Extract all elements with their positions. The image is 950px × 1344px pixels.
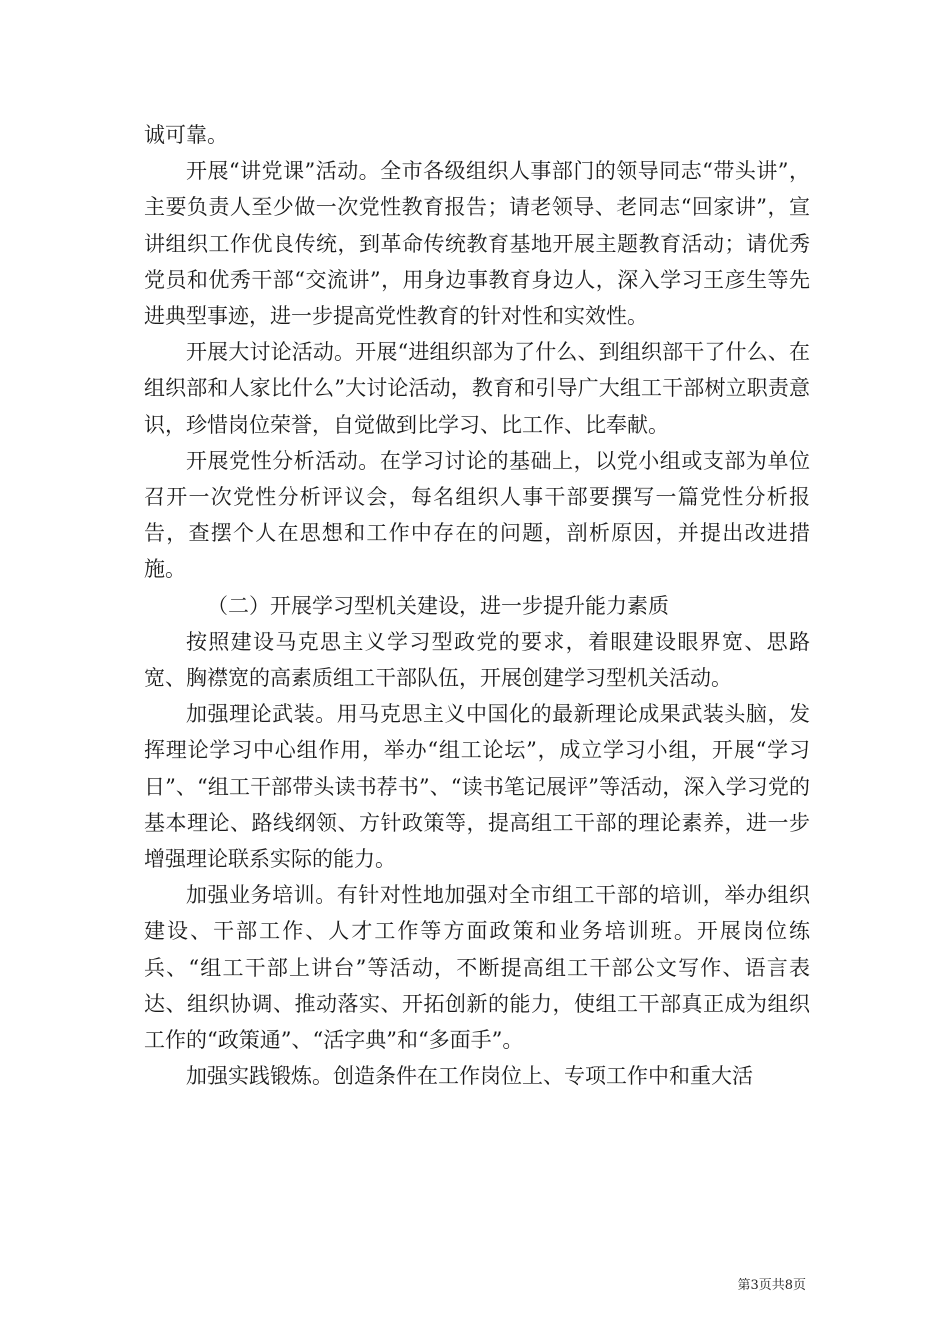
document-body <box>144 117 810 1094</box>
paragraph-4: 开展党性分析活动。在学习讨论的基础上，以党小组或支部为单位召开一次党性分析评议会，每名组织人事干部要撰写一篇党性分析报告，查摆个人在思想和工作中存在的问题，剖析原因，并提出改进措施。 <box>144 448 810 582</box>
paragraph-6: 加强理论武装。用马克思主义中国化的最新理论成果武装头脑，发挥理论学习中心组作用，举办“组工论坛”，成立学习小组，开展“学习日”、“组工干部带头读书荐书”、“读书笔记展评”等活动，深入学习党的基本理论、路线纲领、方针政策等，提高组工干部的理论素养，进一步增强理论联系实际的能力。 <box>144 702 810 872</box>
paragraph-7: 加强业务培训。有针对性地加强对全市组工干部的培训，举办组织建设、干部工作、人才工作等方面政策和业务培训班。开展岗位练兵、“组工干部上讲台”等活动，不断提高组工干部公文写作、语言表达、组织协调、推动落实、开拓创新的能力，使组工干部真正成为组织工作的“政策通”、“活字典”和“多面手”。 <box>144 883 810 1053</box>
paragraph-8: 加强实践锻炼。创造条件在工作岗位上、专项工作中和重大活 <box>186 1064 753 1089</box>
page-number-footer: 第3页共8页 <box>737 1278 806 1293</box>
paragraph-5: 按照建设马克思主义学习型政党的要求，着眼建设眼界宽、思路宽、胸襟宽的高素质组工干部队伍，开展创建学习型机关活动。 <box>144 629 810 691</box>
paragraph-1: 诚可靠。 <box>144 123 228 147</box>
paragraph-2: 开展“讲党课”活动。全市各级组织人事部门的领导同志“带头讲”，主要负责人至少做一次党性教育报告；请老领导、老同志“回家讲”，宣讲组织工作优良传统，到革命传统教育基地开展主题教育活动；请优秀党员和优秀干部“交流讲”，用身边事教育身边人，深入学习王彦生等先进典型事迹，进一步提高党性教育的针对性和实效性。 <box>144 159 810 329</box>
paragraph-3: 开展大讨论活动。开展“进组织部为了什么、到组织部干了什么、在组织部和人家比什么”大讨论活动，教育和引导广大组工干部树立职责意识，珍惜岗位荣誉，自觉做到比学习、比工作、比奉献。 <box>144 340 810 437</box>
section-heading: （二）开展学习型机关建设，进一步提升能力素质 <box>207 593 669 618</box>
